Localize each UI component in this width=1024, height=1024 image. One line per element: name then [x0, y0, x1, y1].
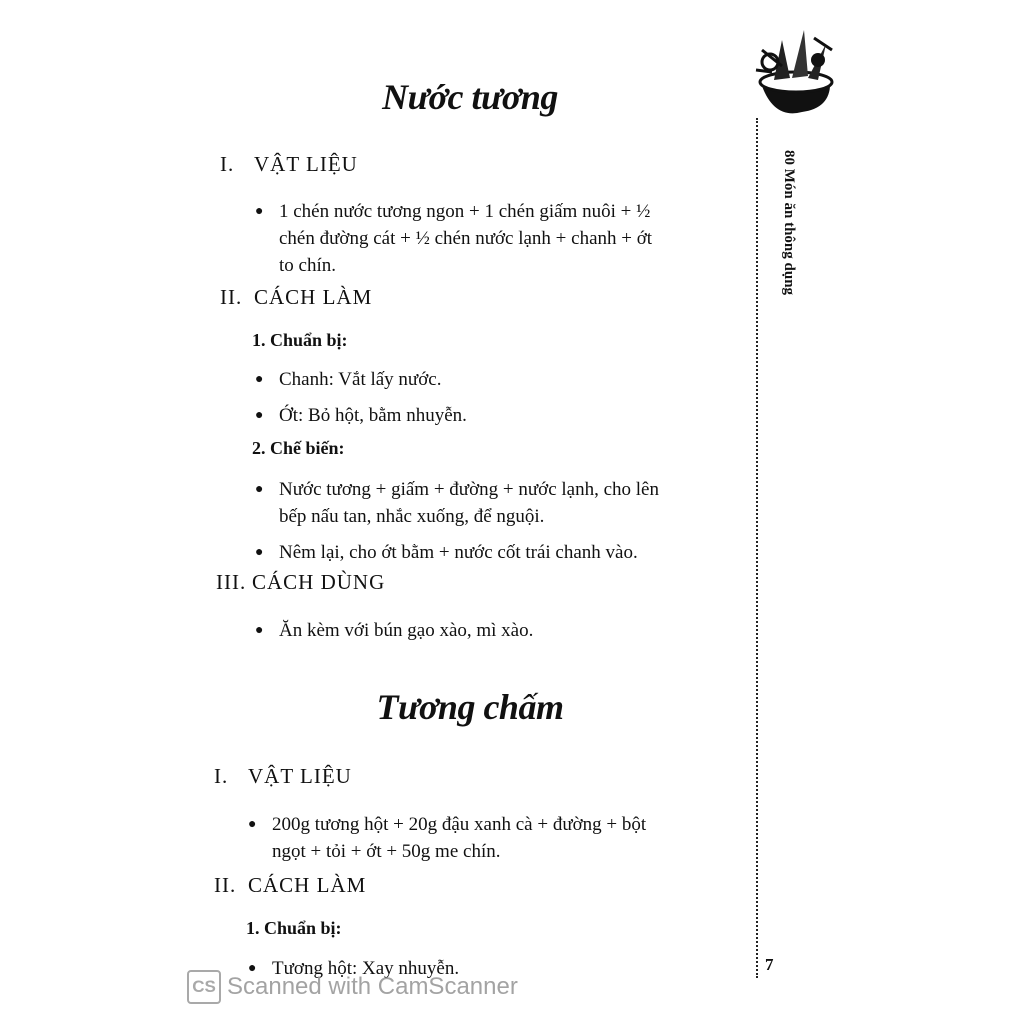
section-title: CÁCH DÙNG	[252, 570, 386, 594]
list-item: ● Tương hột: Xay nhuyễn.	[272, 955, 742, 982]
page-number: 7	[765, 955, 774, 974]
bullet-icon: ●	[255, 545, 264, 560]
section-heading	[216, 570, 385, 595]
subsection-heading: 1. Chuẩn bị:	[246, 918, 342, 938]
subsection-heading: 2. Chế biến:	[252, 438, 345, 458]
recipe-title: Nước tương	[382, 77, 558, 117]
section-heading	[220, 285, 372, 310]
list-item: ● 200g tương hột + 20g đậu xanh cà + đường + bột ngọt + tỏi + ớt + 50g me chín.	[272, 811, 742, 865]
section-number: III.	[216, 570, 247, 594]
bullet-icon: ●	[255, 623, 264, 638]
camscanner-logo-icon: CS	[187, 970, 221, 1004]
section-heading	[220, 152, 358, 177]
list-item: ● Nước tương + giấm + đường + nước lạnh, cho lên bếp nấu tan, nhắc xuống, để nguội.	[279, 476, 749, 530]
list-item: ● Ớt: Bỏ hột, bằm nhuyễn.	[279, 402, 749, 429]
bullet-icon: ●	[255, 408, 264, 423]
watermark-text: Scanned with CamScanner	[227, 973, 518, 1000]
bullet-icon: ●	[248, 961, 257, 976]
bullet-icon: ●	[255, 482, 264, 497]
list-item: ● 1 chén nước tương ngon + 1 chén giấm nuôi + ½ chén đường cát + ½ chén nước lạnh + chanh + ớt to chín.	[279, 198, 749, 279]
subsection-heading: 1. Chuẩn bị:	[252, 330, 348, 350]
bullet-icon: ●	[255, 372, 264, 387]
section-title: CÁCH LÀM	[254, 285, 373, 309]
bullet-icon: ●	[248, 817, 257, 832]
section-heading	[214, 764, 352, 789]
list-item: ● Nêm lại, cho ớt bằm + nước cốt trái chanh vào.	[279, 539, 749, 566]
list-item: ● Ăn kèm với bún gạo xào, mì xào.	[279, 617, 749, 644]
book-title-vertical: 80 Món ăn thông dụng	[781, 150, 797, 296]
section-title: VẬT LIỆU	[254, 152, 358, 176]
section-title: VẬT LIỆU	[248, 764, 352, 788]
section-number: II.	[214, 873, 237, 897]
bullet-icon: ●	[255, 204, 264, 219]
section-number: II.	[220, 285, 243, 309]
scanner-watermark	[187, 970, 518, 1004]
section-number: I.	[214, 764, 229, 788]
recipe-title: Tương chấm	[376, 687, 564, 727]
section-title: CÁCH LÀM	[248, 873, 367, 897]
section-number: I.	[220, 152, 235, 176]
section-heading	[214, 873, 366, 898]
dotted-margin-line	[756, 118, 760, 978]
list-item: ● Chanh: Vắt lấy nước.	[279, 366, 749, 393]
